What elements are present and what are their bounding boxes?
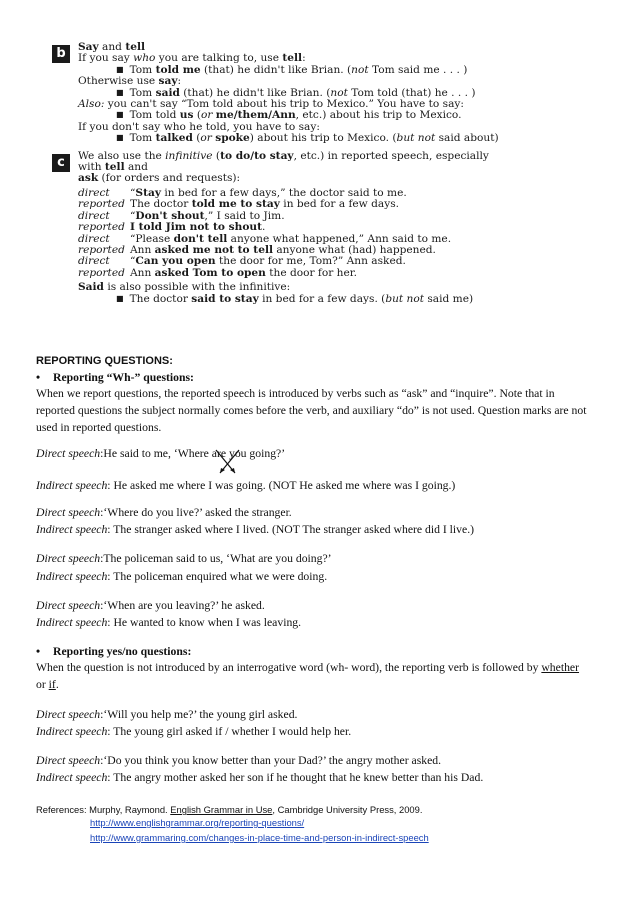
example-direct: Direct speech:‘When are you leaving?’ he asked. [36, 599, 265, 612]
section-c [52, 151, 502, 305]
paragraph-line: or if. [36, 678, 59, 691]
references [36, 804, 616, 843]
text-line: Said is also possible with the infinitive: [78, 281, 291, 294]
paragraph-line: reported questions the subject normally comes before the verb, and auxiliary “do” is not used. Question marks are not [36, 404, 587, 417]
paragraph-line: When we report questions, the reported speech is introduced by verbs such as “ask” and “inquire”. Note that in [36, 387, 555, 400]
example-line: ■ Tom told us (or me/them/Ann, etc.) about his trip to Mexico. [78, 110, 502, 121]
section-b [52, 42, 502, 145]
reference-link[interactable]: http://www.englishgrammar.org/reporting-questions/ [90, 817, 305, 828]
example-direct: Direct speech:‘Do you think you know better than your Dad?’ the angry mother asked. [36, 754, 442, 767]
text-line: We also use the infinitive (to do/to stay, etc.) in reported speech, especially with tell and [78, 149, 489, 174]
example-indirect: Indirect speech: The policeman enquired what we were doing. [36, 570, 328, 583]
example-line: ■ The doctor said to stay in bed for a few days. (but not said me) [78, 294, 502, 305]
example-indirect: Indirect speech: The young girl asked if / whether I would help her. [36, 725, 352, 738]
section-heading: REPORTING QUESTIONS: [36, 355, 173, 367]
wh-heading: • Reporting “Wh-” questions: [36, 371, 194, 384]
speech-row: direct “Don't shout,” I said to Jim. [78, 209, 285, 222]
speech-row: reported Ann asked me not to tell anyone what (had) happened. [78, 243, 436, 256]
speech-rows [78, 188, 502, 279]
bullet: • [36, 371, 41, 384]
speech-row: direct “Please don't tell anyone what happened,” Ann said to me. [78, 232, 452, 245]
text-line: ask (for orders and requests): [78, 172, 241, 185]
section-b-title: Say and tell [78, 41, 146, 53]
speech-row: reported The doctor told me to stay in bed for a few days. [78, 198, 400, 211]
speech-row: reported I told Jim not to shout. [78, 221, 266, 234]
example-indirect: Indirect speech: The stranger asked where I lived. (NOT The stranger asked where did I live.) [36, 523, 475, 536]
example-direct: Direct speech:The policeman said to us, ‘What are you doing?’ [36, 552, 332, 565]
book-title: English Grammar in Use [170, 804, 273, 815]
example-indirect: Indirect speech: He wanted to know when I was leaving. [36, 616, 302, 629]
reference-line: References: Murphy, Raymond. English Grammar in Use, Cambridge University Press, 2009. [36, 804, 423, 815]
word-order-swap-mark [213, 447, 243, 479]
text-line: Also: you can't say “Tom told about his trip to Mexico.” You have to say: [78, 98, 464, 111]
textbook-excerpt [52, 42, 502, 305]
example-direct: Direct speech:He said to me, ‘Where are you going?’ [36, 447, 286, 460]
example-direct: Direct speech:‘Will you help me?’ the young girl asked. [36, 708, 298, 721]
text-line: Otherwise use say: [78, 75, 182, 88]
example-indirect: Indirect speech: He asked me where I was going. (NOT He asked me where was I going.) [36, 479, 456, 492]
yn-heading: • Reporting yes/no questions: [36, 645, 192, 658]
example-direct: Direct speech:‘Where do you live?’ asked the stranger. [36, 506, 292, 519]
reference-link[interactable]: http://www.grammaring.com/changes-in-place-time-and-person-in-indirect-speech [90, 832, 429, 843]
example-line: ■ Tom said (that) he didn't like Brian. (not Tom told (that) he . . . ) [78, 88, 502, 99]
example-indirect: Indirect speech: The angry mother asked her son if he thought that he knew better than his Dad. [36, 771, 484, 784]
section-b-badge: b [52, 45, 70, 63]
speech-row: direct “Stay in bed for a few days,” the doctor said to me. [78, 186, 407, 199]
paragraph-line: used in reported questions. [36, 421, 162, 434]
text-line: If you say who you are talking to, use tell: [78, 52, 306, 65]
text-line: If you don't say who he told, you have to say: [78, 120, 320, 133]
example-line: ■ Tom talked (or spoke) about his trip to Mexico. (but not said about) [78, 133, 502, 144]
paragraph-line: When the question is not introduced by an interrogative word (wh- word), the reporting verb is followed by whether [36, 661, 580, 674]
example-line: ■ Tom told me (that) he didn't like Brian. (not Tom said me . . . ) [78, 65, 502, 76]
speech-row: reported Ann asked Tom to open the door for her. [78, 266, 358, 279]
speech-row: direct “Can you open the door for me, Tom?” Ann asked. [78, 255, 406, 268]
section-c-badge: c [52, 154, 70, 172]
bullet: • [36, 645, 41, 658]
